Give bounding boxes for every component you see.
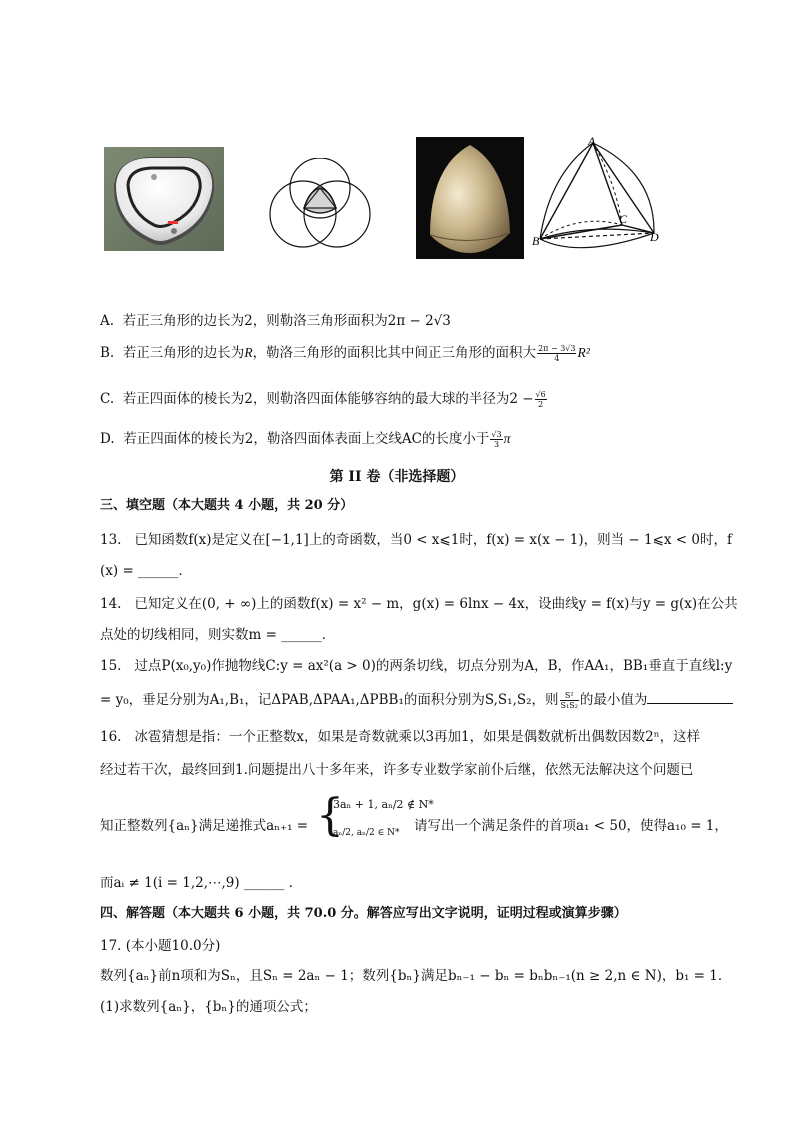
q15-fraction bbox=[560, 691, 579, 710]
option-b-var: R bbox=[244, 345, 253, 360]
section-title: 第 II 卷（非选择题） bbox=[329, 469, 465, 485]
vertex-label-d: D bbox=[650, 230, 659, 244]
tetrahedron-diagram bbox=[530, 133, 670, 259]
q16-line3-post: 请写出一个满足条件的首项a₁ < 50，使得a₁₀ = 1， bbox=[414, 818, 728, 834]
q16-brace: { bbox=[316, 790, 344, 841]
option-c bbox=[100, 389, 548, 409]
q15-answer-blank[interactable] bbox=[647, 691, 733, 704]
q13-text-1: 已知函数f(x)是定义在[−1,1]上的奇函数，当0 < x⩽1时，f(x) = x(x − 1)，则当 − 1⩽x < 0时，f bbox=[134, 532, 732, 548]
option-b-frac-den: 4 bbox=[554, 354, 560, 363]
q15-line1 bbox=[100, 656, 732, 676]
part3-heading: 三、填空题（本大题共 4 小题，共 20 分） bbox=[100, 498, 354, 513]
q16-case-2: aₙ/2, aₙ/2 ∈ N* bbox=[333, 828, 400, 838]
q15-line2 bbox=[100, 690, 733, 710]
q14-line1 bbox=[100, 594, 738, 614]
q16-text-1: 冰雹猜想是指：一个正整数x，如果是奇数就乘以3再加1，如果是偶数就析出偶数因数2ⁿ，这样 bbox=[134, 729, 701, 745]
option-c-text-pre: 若正四面体的棱长为2，则勒洛四面体能够容纳的最大球的半径为2 − bbox=[122, 391, 534, 407]
option-b-label: B. bbox=[100, 345, 115, 361]
q16-line4: 而aᵢ ≠ 1(i = 1,2,⋯,9) ______ ． bbox=[100, 875, 303, 891]
q15-text-2: = y₀，垂足分别为A₁,B₁，记ΔPAB,ΔPAA₁,ΔPBB₁的面积分别为S,S₁,S₂，则 bbox=[100, 692, 559, 708]
q15-number: 15. bbox=[100, 658, 122, 674]
option-b-fraction bbox=[537, 344, 576, 363]
vertex-label-b: B bbox=[532, 234, 540, 248]
option-c-label: C. bbox=[100, 391, 115, 407]
q16-line2: 经过若干次，最终回到1.问题提出八十多年来，许多专业数学家前仆后继，依然无法解决这个问题已 bbox=[100, 762, 694, 778]
q15-text-1: 过点P(x₀,y₀)作抛物线C:y = ax²(a > 0)的两条切线，切点分别为A，B，作AA₁，BB₁垂直于直线l:y bbox=[134, 658, 733, 674]
option-d-frac-num: √3 bbox=[491, 430, 502, 439]
option-d-frac-den: 3 bbox=[493, 440, 500, 449]
q14-number: 14. bbox=[100, 596, 122, 612]
q15-frac-den: S₁S₂ bbox=[560, 701, 578, 710]
option-c-frac-num: √6 bbox=[535, 390, 546, 399]
q13-number: 13. bbox=[100, 532, 122, 548]
vertex-label-c: C bbox=[619, 212, 628, 226]
vertex-label-a: A bbox=[588, 134, 596, 148]
q13-line1 bbox=[100, 530, 732, 550]
option-a-text: 若正三角形的边长为2，则勒洛三角形面积为2π − 2√3 bbox=[122, 313, 451, 329]
option-a-label: A. bbox=[100, 313, 115, 329]
option-b bbox=[100, 343, 590, 363]
three-circles-diagram bbox=[268, 158, 372, 254]
robot-vacuum-photo bbox=[104, 147, 224, 251]
option-d-label: D. bbox=[100, 431, 115, 447]
q17-header: 17. (本小题10.0分) bbox=[100, 938, 221, 954]
q16-number: 16. bbox=[100, 729, 122, 745]
option-c-frac-den: 2 bbox=[538, 400, 544, 409]
q16-line1 bbox=[100, 727, 700, 747]
option-d-fraction bbox=[490, 430, 502, 449]
q16-line3 bbox=[100, 816, 308, 836]
option-d-text-pre: 若正四面体的棱长为2，勒洛四面体表面上交线AC的长度小于 bbox=[123, 431, 490, 447]
option-d-text-post: π bbox=[503, 431, 511, 446]
option-b-text-post: R² bbox=[577, 345, 590, 360]
option-b-text-mid: ，勒洛三角形的面积比其中间正三角形的面积大 bbox=[252, 345, 537, 361]
option-a bbox=[100, 311, 451, 331]
q17-line2: (1)求数列{aₙ}，{bₙ}的通项公式； bbox=[100, 999, 317, 1015]
q13-line2: (x) = ______． bbox=[100, 563, 193, 579]
reuleaux-tetrahedron-photo bbox=[416, 137, 524, 259]
option-c-fraction bbox=[535, 390, 547, 409]
q16-text-3: 知正整数列{aₙ}满足递推式aₙ₊₁ = bbox=[100, 818, 309, 834]
q14-line2: 点处的切线相同，则实数m = ______． bbox=[100, 627, 336, 643]
q14-text-1: 已知定义在(0, + ∞)上的函数f(x) = x² − m，g(x) = 6lnx − 4x，设曲线y = f(x)与y = g(x)在公共 bbox=[134, 596, 738, 612]
option-b-frac-num: 2π − 3√3 bbox=[538, 344, 576, 353]
option-b-text-pre: 若正三角形的边长为 bbox=[122, 345, 245, 361]
option-d bbox=[100, 429, 510, 449]
q17-line1: 数列{aₙ}前n项和为Sₙ，且Sₙ = 2aₙ − 1；数列{bₙ}满足bₙ₋₁ − bₙ = bₙbₙ₋₁(n ≥ 2,n ∈ N)，b₁ = 1． bbox=[100, 968, 732, 984]
part4-heading: 四、解答题（本大题共 6 小题，共 70.0 分。解答应写出文字说明，证明过程或演算步骤） bbox=[100, 906, 627, 921]
q16-case-1: 3aₙ + 1, aₙ/2 ∉ N* bbox=[333, 798, 434, 811]
q15-text-3: 的最小值为 bbox=[579, 692, 648, 708]
q15-frac-num: S² bbox=[560, 691, 579, 701]
